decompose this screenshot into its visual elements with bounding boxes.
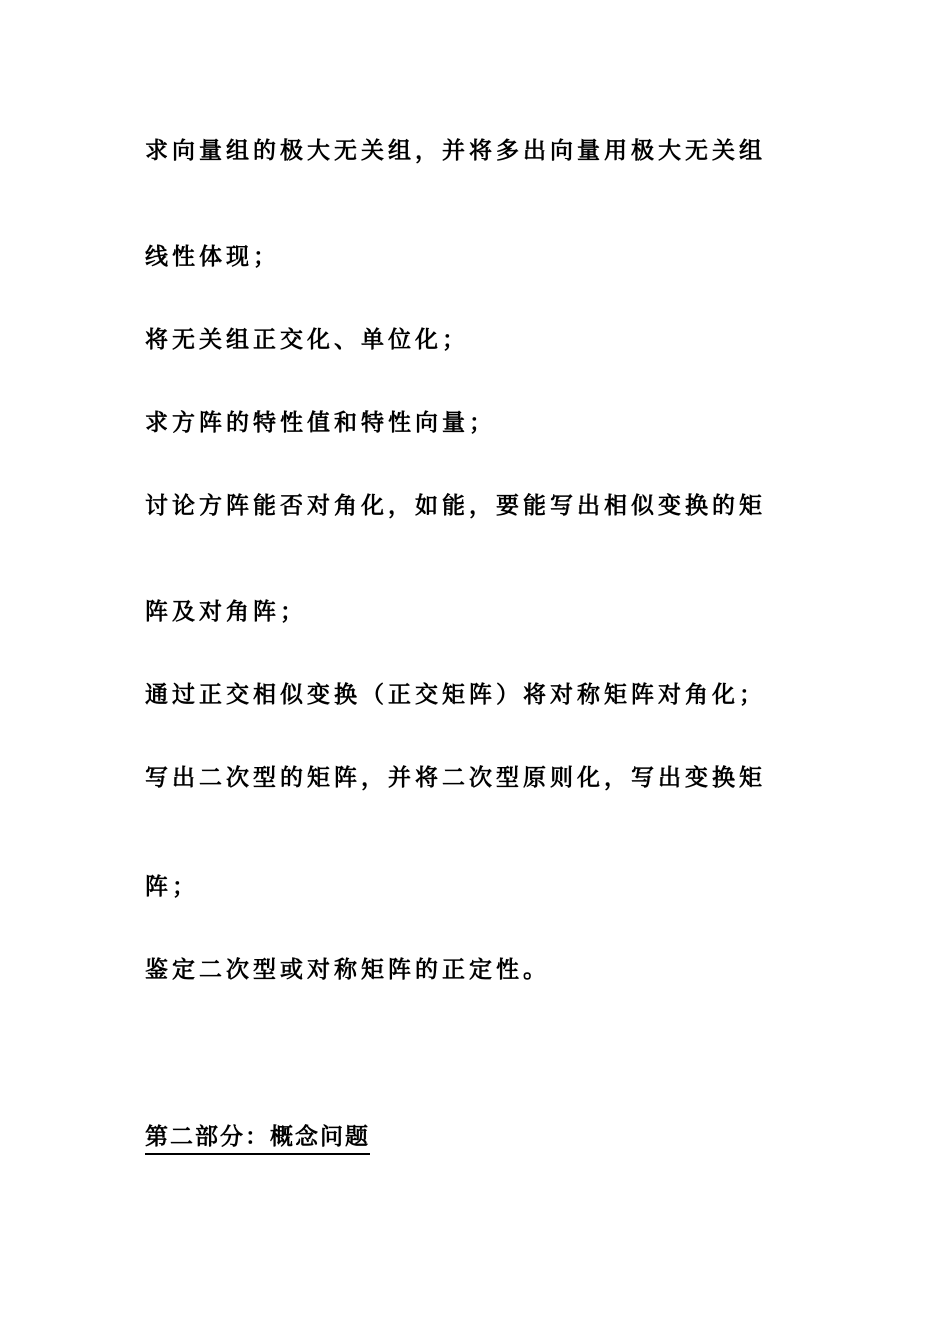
section-heading: 第二部分：概念问题: [145, 1122, 370, 1155]
paragraph-line: 通过正交相似变换（正交矩阵）将对称矩阵对角化；: [145, 682, 766, 708]
paragraph-line: 求向量组的极大无关组，并将多出向量用极大无关组: [145, 138, 766, 164]
paragraph-line: 讨论方阵能否对角化，如能，要能写出相似变换的矩: [145, 493, 766, 519]
paragraph-line: 将无关组正交化、单位化；: [145, 327, 469, 353]
paragraph-line: 求方阵的特性值和特性向量；: [145, 410, 496, 436]
paragraph-line: 线性体现；: [145, 244, 280, 270]
paragraph-line: 阵；: [145, 874, 199, 900]
paragraph-line: 写出二次型的矩阵，并将二次型原则化，写出变换矩: [145, 765, 766, 791]
paragraph-line: 鉴定二次型或对称矩阵的正定性。: [145, 957, 550, 983]
paragraph-line: 阵及对角阵；: [145, 599, 307, 625]
